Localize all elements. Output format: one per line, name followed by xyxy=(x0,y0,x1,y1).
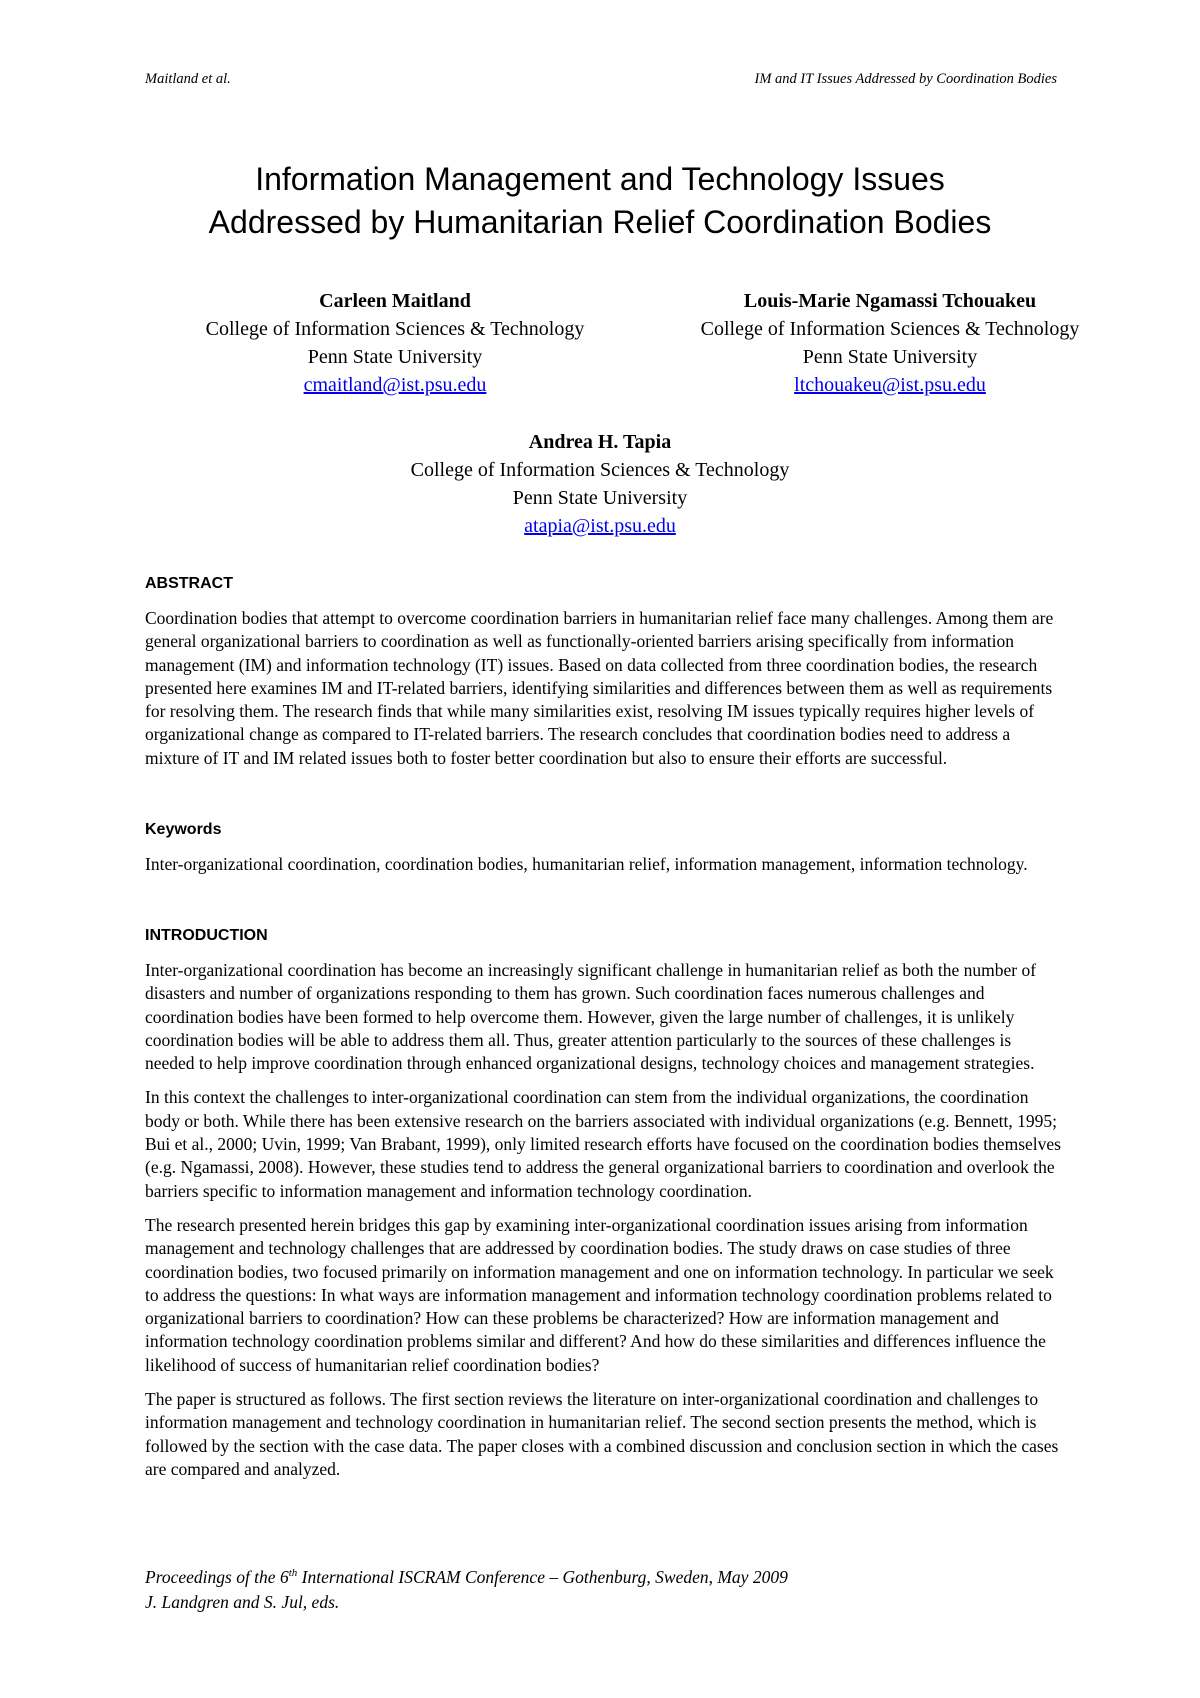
author-university: Penn State University xyxy=(307,346,483,368)
introduction-paragraph: The paper is structured as follows. The first section reviews the literature on inter-organizational coordination and challenges to information management and technology coordination in humanitarian relief. The second section presents the method, which is followed by the section with the case data. The paper closes with a combined discussion and conclusion section in which the cases are compared and analyzed. xyxy=(145,1389,1059,1479)
running-head xyxy=(145,71,1057,88)
proceedings-suffix: International ISCRAM Conference – Gothenburg, Sweden, May 2009 xyxy=(297,1567,788,1587)
introduction-paragraph: Inter-organizational coordination has become an increasingly significant challenge in humanitarian relief as both the number of disasters and number of organizations responding to them has grown. Such coordination faces numerous challenges and coordination bodies have been formed to help overcome them. However, given the large number of challenges, it is unlikely coordination bodies will be able to address them all. Thus, greater attention particularly to the sources of these challenges is needed to help improve coordination through enhanced organizational designs, technology choices and management strategies. xyxy=(145,960,1037,1074)
keywords-text: Inter-organizational coordination, coordination bodies, humanitarian relief, information management, information technology. xyxy=(145,854,1028,874)
introduction-heading: INTRODUCTION xyxy=(145,927,268,944)
proceedings-footer xyxy=(145,1565,1065,1615)
author-block-3 xyxy=(345,428,855,540)
author-block-2 xyxy=(645,287,1135,399)
introduction-paragraph: In this context the challenges to inter-organizational coordination can stem from the individual organizations, the coordination body or both. While there has been extensive research on the barriers associated with individual organizations (e.g. Bennett, 1995; Bui et al., 2000; Uvin, 1999; Van Brabant, 1999), only limited research efforts have focused on the coordination bodies themselves (e.g. Ngamassi, 2008). However, these studies tend to address the general organizational barriers to coordination and overlook the barriers specific to information management and information technology coordination. xyxy=(145,1087,1061,1201)
introduction-paragraph: The research presented herein bridges this gap by examining inter-organizational coordination issues arising from information management and technology challenges that are addressed by coordination bodies. The study draws on case studies of three coordination bodies, two focused primarily on information management and one on information technology. In particular we seek to address the questions: In what ways are information management and information technology coordination problems related to organizational barriers to coordination? How can these problems be characterized? How are information management and information technology coordination problems similar and different? And how do these similarities and differences influence the likelihood of success of humanitarian relief coordination bodies? xyxy=(145,1214,1054,1375)
author-email-link[interactable]: atapia@ist.psu.edu xyxy=(524,515,676,537)
paper-title xyxy=(100,158,1100,244)
author-name: Andrea H. Tapia xyxy=(528,431,672,453)
editors-line: J. Landgren and S. Jul, eds. xyxy=(145,1592,340,1612)
abstract-text: Coordination bodies that attempt to overcome coordination barriers in humanitarian relief face many challenges. Among them are general organizational barriers to coordination as well as functionally-oriented barriers arising specifically from information management (IM) and information technology (IT) issues. Based on data collected from three coordination bodies, the research presented here examines IM and IT-related barriers, identifying similarities and differences between them as well as requirements for resolving them. The research finds that while many similarities exist, resolving IM issues typically requires higher levels of organizational change as compared to IT-related barriers. The research concludes that coordination bodies need to address a mixture of IT and IM related issues both to foster better coordination but also to ensure their efforts are successful. xyxy=(145,608,1054,768)
introduction-section xyxy=(145,926,1065,1492)
author-university: Penn State University xyxy=(802,346,978,368)
author-email-link[interactable]: cmaitland@ist.psu.edu xyxy=(303,374,487,396)
abstract-heading: ABSTRACT xyxy=(145,575,233,592)
author-affiliation: College of Information Sciences & Technology xyxy=(700,318,1080,340)
keywords-section xyxy=(145,820,1065,887)
author-name: Louis-Marie Ngamassi Tchouakeu xyxy=(743,290,1037,312)
keywords-heading: Keywords xyxy=(145,821,222,838)
author-block-1 xyxy=(150,287,640,399)
author-affiliation: College of Information Sciences & Technology xyxy=(205,318,585,340)
author-affiliation: College of Information Sciences & Technology xyxy=(410,459,790,481)
paper-title-line-2: Addressed by Humanitarian Relief Coordination Bodies xyxy=(208,204,992,240)
author-name: Carleen Maitland xyxy=(319,290,471,312)
proceedings-prefix: Proceedings of the 6 xyxy=(145,1567,289,1587)
abstract-section xyxy=(145,574,1065,781)
author-email-link[interactable]: ltchouakeu@ist.psu.edu xyxy=(794,374,986,396)
running-head-authors: Maitland et al. xyxy=(145,71,231,87)
paper-title-line-1: Information Management and Technology Issues xyxy=(255,161,945,197)
author-university: Penn State University xyxy=(512,487,688,509)
proceedings-line xyxy=(145,1565,1065,1590)
ordinal-suffix: th xyxy=(288,1567,298,1580)
running-head-short-title: IM and IT Issues Addressed by Coordination Bodies xyxy=(754,71,1057,87)
